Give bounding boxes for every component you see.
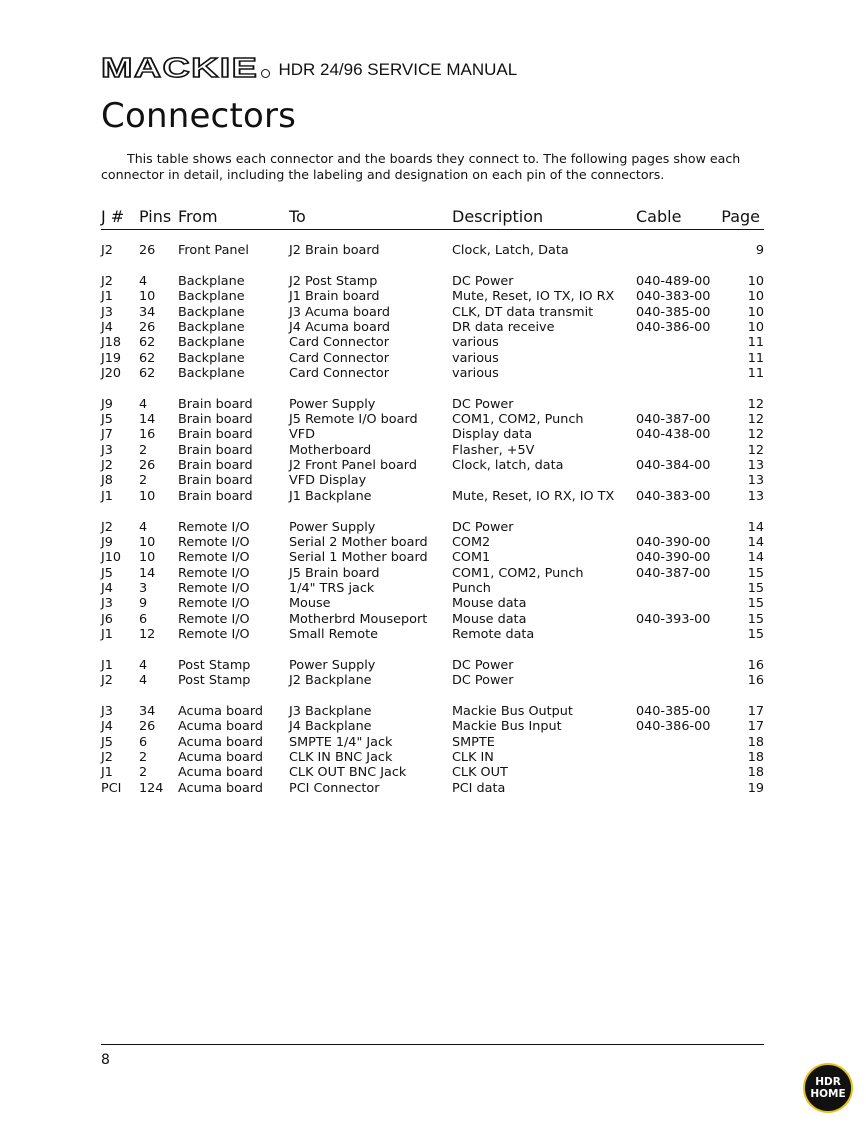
- cell-from: Remote I/O: [178, 565, 250, 581]
- cell-j: J5: [101, 734, 113, 750]
- cell-from: Remote I/O: [178, 535, 250, 550]
- cell-page: 13: [747, 473, 764, 489]
- cell-to: PCI Connector: [289, 780, 380, 796]
- table-row: [101, 351, 764, 366]
- cell-description: various: [452, 335, 499, 351]
- cell-to: J4 Acuma board: [289, 319, 390, 335]
- table-row: [101, 274, 764, 289]
- cell-j: J2: [101, 750, 113, 766]
- cell-pins: 10: [139, 289, 156, 305]
- cell-from: Brain board: [178, 396, 253, 412]
- cell-from: Acuma board: [178, 780, 264, 796]
- cell-j: J18: [101, 335, 122, 351]
- cell-to: J2 Post Stamp: [289, 273, 378, 289]
- table-row: [101, 627, 764, 642]
- cell-page: 14: [747, 519, 764, 535]
- page-number: 8: [101, 1052, 110, 1068]
- cell-description: COM1, COM2, Punch: [452, 565, 584, 581]
- cell-pins: 2: [139, 473, 148, 489]
- cell-j: J4: [101, 719, 113, 735]
- connector-group: [101, 658, 764, 689]
- cell-cable: 040-387-00: [636, 565, 711, 581]
- cell-j: J2: [101, 458, 113, 474]
- cell-j: J5: [101, 565, 113, 581]
- cell-pins: 2: [139, 765, 148, 781]
- table-row: [101, 612, 764, 627]
- cell-page: 12: [747, 412, 764, 428]
- cell-pins: 12: [139, 627, 156, 643]
- cell-pins: 34: [139, 704, 156, 720]
- table-row: [101, 305, 764, 320]
- cell-pins: 34: [139, 304, 156, 320]
- cell-description: Mouse data: [452, 596, 527, 612]
- cell-from: Backplane: [178, 335, 245, 351]
- cell-page: 11: [747, 350, 764, 366]
- cell-page: 18: [747, 765, 764, 781]
- cell-from: Brain board: [178, 442, 253, 458]
- table-row: [101, 658, 764, 673]
- cell-page: 15: [747, 581, 764, 597]
- cell-pins: 3: [139, 581, 148, 597]
- cell-pins: 26: [139, 458, 156, 474]
- cell-page: 11: [747, 365, 764, 381]
- cell-page: 9: [755, 243, 764, 258]
- cell-to: Power Supply: [289, 396, 376, 412]
- cell-pins: 2: [139, 442, 148, 458]
- cell-cable: 040-386-00: [636, 719, 711, 735]
- cell-description: various: [452, 350, 499, 366]
- cell-from: Remote I/O: [178, 596, 250, 612]
- cell-description: PCI data: [452, 780, 506, 796]
- cell-from: Brain board: [178, 412, 253, 428]
- cell-j: J3: [101, 304, 113, 320]
- cell-j: J9: [101, 535, 113, 550]
- cell-description: DC Power: [452, 657, 514, 673]
- table-row: [101, 596, 764, 611]
- cell-description: Mute, Reset, IO RX, IO TX: [452, 488, 615, 504]
- cell-to: Card Connector: [289, 365, 390, 381]
- cell-from: Post Stamp: [178, 657, 251, 673]
- cell-page: 15: [747, 627, 764, 643]
- cell-page: 17: [747, 719, 764, 735]
- cell-j: J9: [101, 396, 113, 412]
- cell-j: J3: [101, 704, 113, 720]
- cell-pins: 26: [139, 719, 156, 735]
- table-row: [101, 412, 764, 427]
- cell-to: J4 Backplane: [289, 719, 372, 735]
- cell-to: Mouse: [289, 596, 331, 612]
- cell-to: Power Supply: [289, 519, 376, 535]
- cell-pins: 4: [139, 673, 148, 689]
- cell-j: J3: [101, 442, 113, 458]
- cell-j: J19: [101, 350, 122, 366]
- cell-j: J2: [101, 273, 113, 289]
- cell-from: Acuma board: [178, 719, 264, 735]
- cell-j: J1: [101, 765, 113, 781]
- cell-pins: 10: [139, 550, 156, 566]
- cell-from: Backplane: [178, 319, 245, 335]
- table-row: [101, 704, 764, 719]
- cell-from: Backplane: [178, 273, 245, 289]
- cell-to: J2 Backplane: [289, 673, 372, 689]
- cell-j: J1: [101, 289, 113, 305]
- cell-description: Mackie Bus Input: [452, 719, 562, 735]
- cell-from: Remote I/O: [178, 627, 250, 643]
- cell-pins: 62: [139, 365, 156, 381]
- cell-j: J2: [101, 519, 113, 535]
- cell-pins: 10: [139, 488, 156, 504]
- table-row: [101, 520, 764, 535]
- cell-cable: 040-390-00: [636, 550, 711, 566]
- col-header-description: Description: [452, 207, 544, 226]
- cell-cable: 040-383-00: [636, 488, 711, 504]
- cell-to: Serial 2 Mother board: [289, 535, 428, 550]
- cell-to: Card Connector: [289, 335, 390, 351]
- cell-description: Display data: [452, 427, 533, 443]
- table-row: [101, 473, 764, 488]
- cell-page: 10: [747, 304, 764, 320]
- cell-from: Front Panel: [178, 243, 249, 258]
- cell-j: J2: [101, 243, 113, 258]
- cell-to: J2 Brain board: [289, 243, 380, 258]
- table-row: [101, 719, 764, 734]
- cell-description: CLK OUT: [452, 765, 508, 781]
- cell-to: Small Remote: [289, 627, 378, 643]
- cell-pins: 9: [139, 596, 148, 612]
- table-row: [101, 443, 764, 458]
- connector-table: [101, 243, 764, 812]
- cell-from: Brain board: [178, 488, 253, 504]
- connector-group: [101, 397, 764, 504]
- cell-page: 11: [747, 335, 764, 351]
- cell-j: PCI: [101, 780, 122, 796]
- table-row: [101, 735, 764, 750]
- cell-page: 14: [747, 535, 764, 550]
- cell-from: Remote I/O: [178, 550, 250, 566]
- cell-description: Mouse data: [452, 611, 527, 627]
- cell-page: 12: [747, 427, 764, 443]
- cell-cable: 040-393-00: [636, 611, 711, 627]
- cell-to: Card Connector: [289, 350, 390, 366]
- cell-pins: 4: [139, 657, 148, 673]
- cell-page: 12: [747, 442, 764, 458]
- cell-from: Brain board: [178, 473, 253, 489]
- table-header: [101, 207, 764, 230]
- connector-group: [101, 520, 764, 643]
- cell-to: Serial 1 Mother board: [289, 550, 428, 566]
- page-header: [101, 50, 518, 83]
- cell-page: 15: [747, 596, 764, 612]
- cell-to: Motherboard: [289, 442, 372, 458]
- cell-j: J7: [101, 427, 113, 443]
- cell-to: J3 Backplane: [289, 704, 372, 720]
- cell-to: J5 Brain board: [289, 565, 380, 581]
- cell-from: Acuma board: [178, 734, 264, 750]
- table-row: [101, 566, 764, 581]
- manual-title: HDR 24/96 SERVICE MANUAL: [278, 60, 518, 79]
- cell-cable: 040-489-00: [636, 273, 711, 289]
- cell-description: DC Power: [452, 273, 514, 289]
- cell-page: 16: [747, 673, 764, 689]
- cell-from: Acuma board: [178, 765, 264, 781]
- cell-from: Remote I/O: [178, 611, 250, 627]
- cell-page: 15: [747, 565, 764, 581]
- cell-description: Mackie Bus Output: [452, 704, 573, 720]
- cell-page: 19: [747, 780, 764, 796]
- cell-from: Backplane: [178, 350, 245, 366]
- logo-registered-mark: [261, 69, 270, 78]
- cell-to: SMPTE 1/4" Jack: [289, 734, 393, 750]
- table-row: [101, 320, 764, 335]
- cell-from: Brain board: [178, 427, 253, 443]
- table-row: [101, 550, 764, 565]
- page-title: Connectors: [101, 96, 297, 136]
- cell-description: Clock, latch, data: [452, 458, 564, 474]
- cell-description: CLK, DT data transmit: [452, 304, 594, 320]
- cell-cable: 040-390-00: [636, 535, 711, 550]
- cell-cable: 040-387-00: [636, 412, 711, 428]
- cell-description: DC Power: [452, 673, 514, 689]
- cell-pins: 4: [139, 519, 148, 535]
- footer-rule: [101, 1044, 764, 1045]
- cell-j: J1: [101, 627, 113, 643]
- cell-from: Backplane: [178, 365, 245, 381]
- cell-description: Remote data: [452, 627, 535, 643]
- table-row: [101, 781, 764, 796]
- table-row: [101, 366, 764, 381]
- cell-j: J8: [101, 473, 113, 489]
- cell-to: VFD Display: [289, 473, 367, 489]
- table-row: [101, 397, 764, 412]
- col-header-pins: Pins: [139, 207, 172, 226]
- cell-pins: 2: [139, 750, 148, 766]
- cell-page: 10: [747, 319, 764, 335]
- cell-pins: 4: [139, 396, 148, 412]
- cell-page: 15: [747, 611, 764, 627]
- cell-from: Acuma board: [178, 704, 264, 720]
- cell-j: J2: [101, 673, 113, 689]
- cell-to: CLK IN BNC Jack: [289, 750, 393, 766]
- hdr-home-button[interactable]: [803, 1063, 853, 1113]
- table-row: [101, 289, 764, 304]
- cell-description: SMPTE: [452, 734, 495, 750]
- cell-cable: 040-384-00: [636, 458, 711, 474]
- col-header-cable: Cable: [636, 207, 682, 226]
- cell-to: Motherbrd Mouseport: [289, 611, 428, 627]
- hdr-home-line1: HDR: [815, 1076, 841, 1088]
- connector-group: [101, 243, 764, 258]
- cell-j: J5: [101, 412, 113, 428]
- table-row: [101, 581, 764, 596]
- cell-j: J1: [101, 657, 113, 673]
- cell-from: Post Stamp: [178, 673, 251, 689]
- cell-pins: 124: [139, 780, 164, 796]
- cell-pins: 16: [139, 427, 156, 443]
- cell-j: J4: [101, 319, 113, 335]
- cell-from: Remote I/O: [178, 581, 250, 597]
- cell-from: Backplane: [178, 289, 245, 305]
- cell-description: CLK IN: [452, 750, 494, 766]
- cell-description: COM1: [452, 550, 491, 566]
- cell-page: 18: [747, 734, 764, 750]
- cell-to: J2 Front Panel board: [289, 458, 417, 474]
- cell-description: DC Power: [452, 519, 514, 535]
- cell-j: J1: [101, 488, 113, 504]
- cell-to: J1 Backplane: [289, 488, 372, 504]
- cell-page: 14: [747, 550, 764, 566]
- cell-pins: 26: [139, 319, 156, 335]
- cell-j: J10: [101, 550, 122, 566]
- table-row: [101, 750, 764, 765]
- table-row: [101, 765, 764, 780]
- cell-pins: 6: [139, 734, 148, 750]
- cell-to: CLK OUT BNC Jack: [289, 765, 407, 781]
- cell-page: 17: [747, 704, 764, 720]
- cell-description: various: [452, 365, 499, 381]
- cell-j: J3: [101, 596, 113, 612]
- cell-cable: 040-385-00: [636, 304, 711, 320]
- table-row: [101, 427, 764, 442]
- cell-description: Punch: [452, 581, 491, 597]
- cell-pins: 4: [139, 273, 148, 289]
- table-row: [101, 535, 764, 550]
- col-header-from: From: [178, 207, 218, 226]
- cell-pins: 26: [139, 243, 156, 258]
- cell-from: Acuma board: [178, 750, 264, 766]
- cell-j: J20: [101, 365, 122, 381]
- cell-page: 16: [747, 657, 764, 673]
- cell-from: Brain board: [178, 458, 253, 474]
- intro-paragraph: This table shows each connector and the boards they connect to. The following pages show each connector in detail, including the labeling and designation on each pin of the connectors.: [101, 151, 741, 182]
- cell-to: J3 Acuma board: [289, 304, 390, 320]
- cell-to: J5 Remote I/O board: [289, 412, 418, 428]
- cell-cable: 040-438-00: [636, 427, 711, 443]
- cell-cable: 040-385-00: [636, 704, 711, 720]
- cell-description: DC Power: [452, 396, 514, 412]
- col-header-to: To: [289, 207, 306, 226]
- cell-pins: 62: [139, 335, 156, 351]
- cell-to: VFD: [289, 427, 315, 443]
- table-row: [101, 458, 764, 473]
- cell-to: Power Supply: [289, 657, 376, 673]
- cell-description: Flasher, +5V: [452, 442, 535, 458]
- cell-description: DR data receive: [452, 319, 555, 335]
- cell-page: 12: [747, 396, 764, 412]
- col-header-page: Page: [721, 207, 760, 226]
- table-row: [101, 243, 764, 258]
- cell-page: 13: [747, 458, 764, 474]
- cell-j: J4: [101, 581, 113, 597]
- cell-from: Backplane: [178, 304, 245, 320]
- cell-page: 18: [747, 750, 764, 766]
- connector-group: [101, 274, 764, 381]
- cell-j: J6: [101, 611, 113, 627]
- cell-description: COM2: [452, 535, 491, 550]
- connector-group: [101, 704, 764, 796]
- cell-cable: 040-383-00: [636, 289, 711, 305]
- cell-pins: 14: [139, 565, 156, 581]
- table-row: [101, 335, 764, 350]
- cell-page: 13: [747, 488, 764, 504]
- cell-to: 1/4" TRS jack: [289, 581, 375, 597]
- cell-description: Clock, Latch, Data: [452, 243, 569, 258]
- col-header-j: J #: [101, 207, 125, 226]
- cell-description: Mute, Reset, IO TX, IO RX: [452, 289, 615, 305]
- cell-page: 10: [747, 273, 764, 289]
- cell-pins: 6: [139, 611, 148, 627]
- cell-page: 10: [747, 289, 764, 305]
- table-row: [101, 489, 764, 504]
- hdr-home-line2: HOME: [810, 1088, 846, 1100]
- cell-to: J1 Brain board: [289, 289, 380, 305]
- cell-pins: 62: [139, 350, 156, 366]
- mackie-logo: MACKIE: [101, 52, 259, 83]
- cell-from: Remote I/O: [178, 519, 250, 535]
- cell-cable: 040-386-00: [636, 319, 711, 335]
- cell-pins: 14: [139, 412, 156, 428]
- table-row: [101, 673, 764, 688]
- cell-pins: 10: [139, 535, 156, 550]
- cell-description: COM1, COM2, Punch: [452, 412, 584, 428]
